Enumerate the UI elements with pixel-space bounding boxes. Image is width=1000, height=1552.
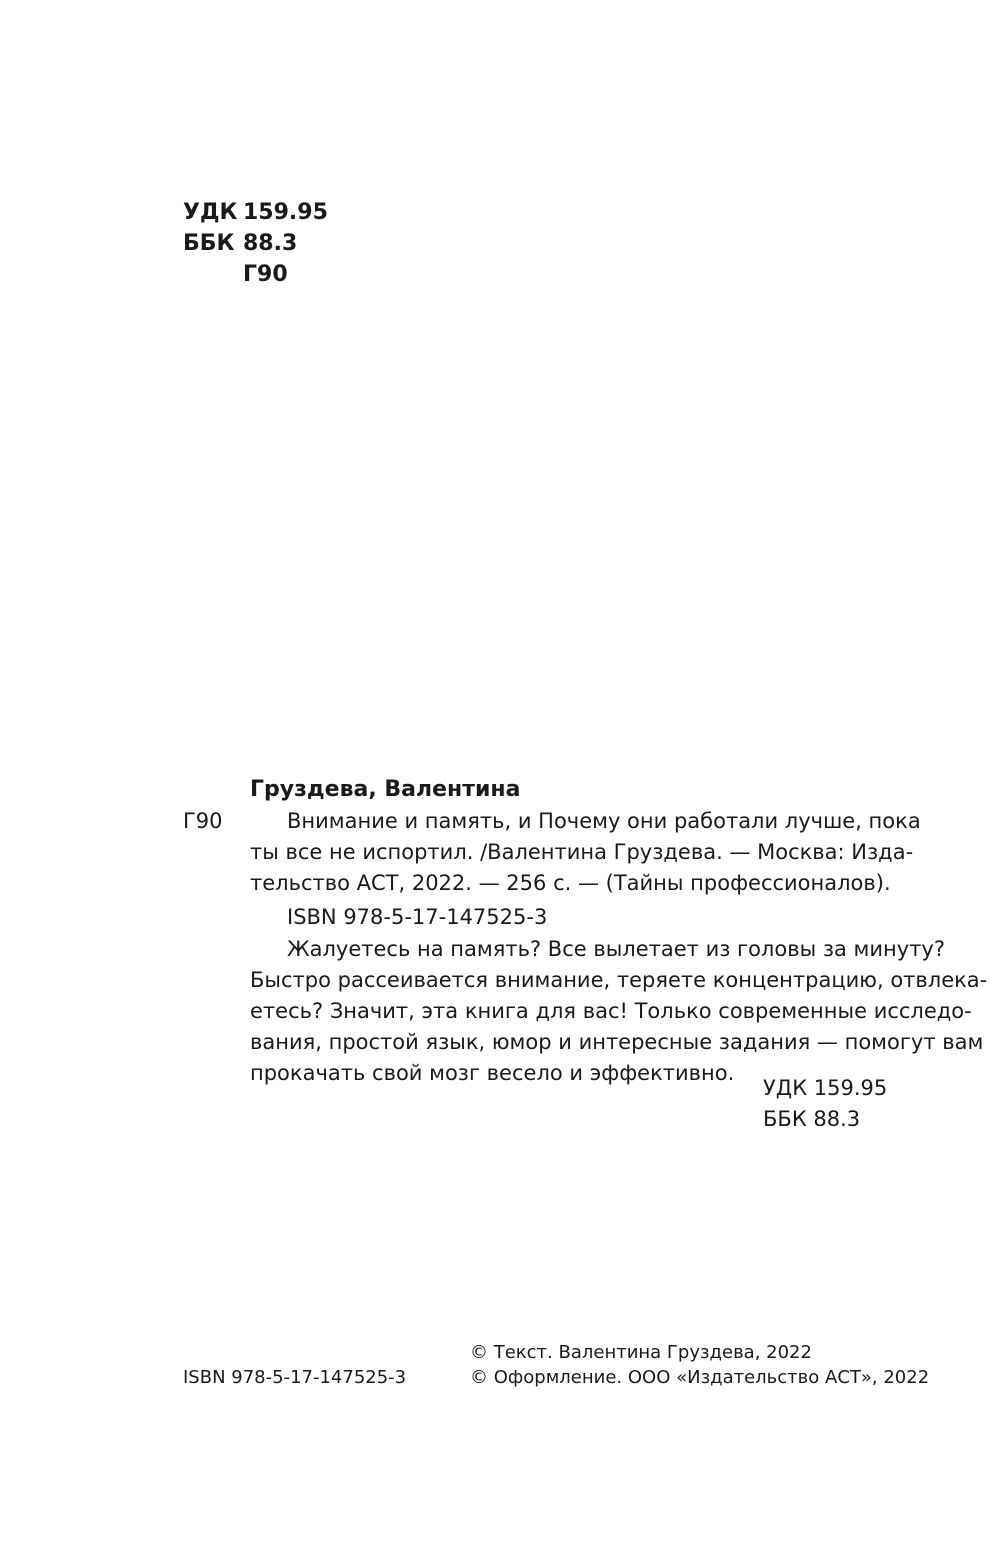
author-mark: Г90 <box>183 809 223 833</box>
annotation <box>250 934 988 1089</box>
annotation-line: прокачать свой мозг весело и эффективно. <box>250 1061 735 1085</box>
udk-label: УДК <box>183 200 238 225</box>
copyright-design: © Оформление. ООО «Издательство АСТ», 2022 <box>470 1367 930 1388</box>
bibliographic-line: тельство АСТ, 2022. — 256 с. — (Тайны профессионалов). <box>250 871 891 895</box>
isbn-entry: ISBN 978-5-17-147525-3 <box>287 905 548 929</box>
copyright-text: © Текст. Валентина Груздева, 2022 <box>470 1342 812 1363</box>
top-classification <box>183 198 383 294</box>
udk-entry: УДК 159.95 <box>763 1076 888 1100</box>
bbk-label: ББК <box>183 231 235 256</box>
footer-isbn: ISBN 978-5-17-147525-3 <box>183 1367 407 1388</box>
annotation-line: Быстро рассеивается внимание, теряете концентрацию, отвлека- <box>250 968 988 992</box>
annotation-line: етесь? Значит, эта книга для вас! Только современные исследо- <box>250 999 972 1023</box>
annotation-line: вания, простой язык, юмор и интересные задания — помогут вам <box>250 1030 984 1054</box>
author-mark-top: Г90 <box>243 262 288 287</box>
bbk-entry: ББК 88.3 <box>763 1107 861 1131</box>
author-name: Груздева, Валентина <box>250 777 521 802</box>
udk-value: 159.95 <box>243 200 328 225</box>
bbk-value: 88.3 <box>243 231 298 256</box>
bibliographic-description <box>250 806 921 899</box>
bibliographic-line: Внимание и память, и Почему они работали лучше, пока <box>287 809 921 833</box>
bibliographic-line: ты все не испортил. /Валентина Груздева. — Москва: Изда- <box>250 840 914 864</box>
annotation-line: Жалуетесь на память? Все вылетает из головы за минуту? <box>287 937 946 961</box>
